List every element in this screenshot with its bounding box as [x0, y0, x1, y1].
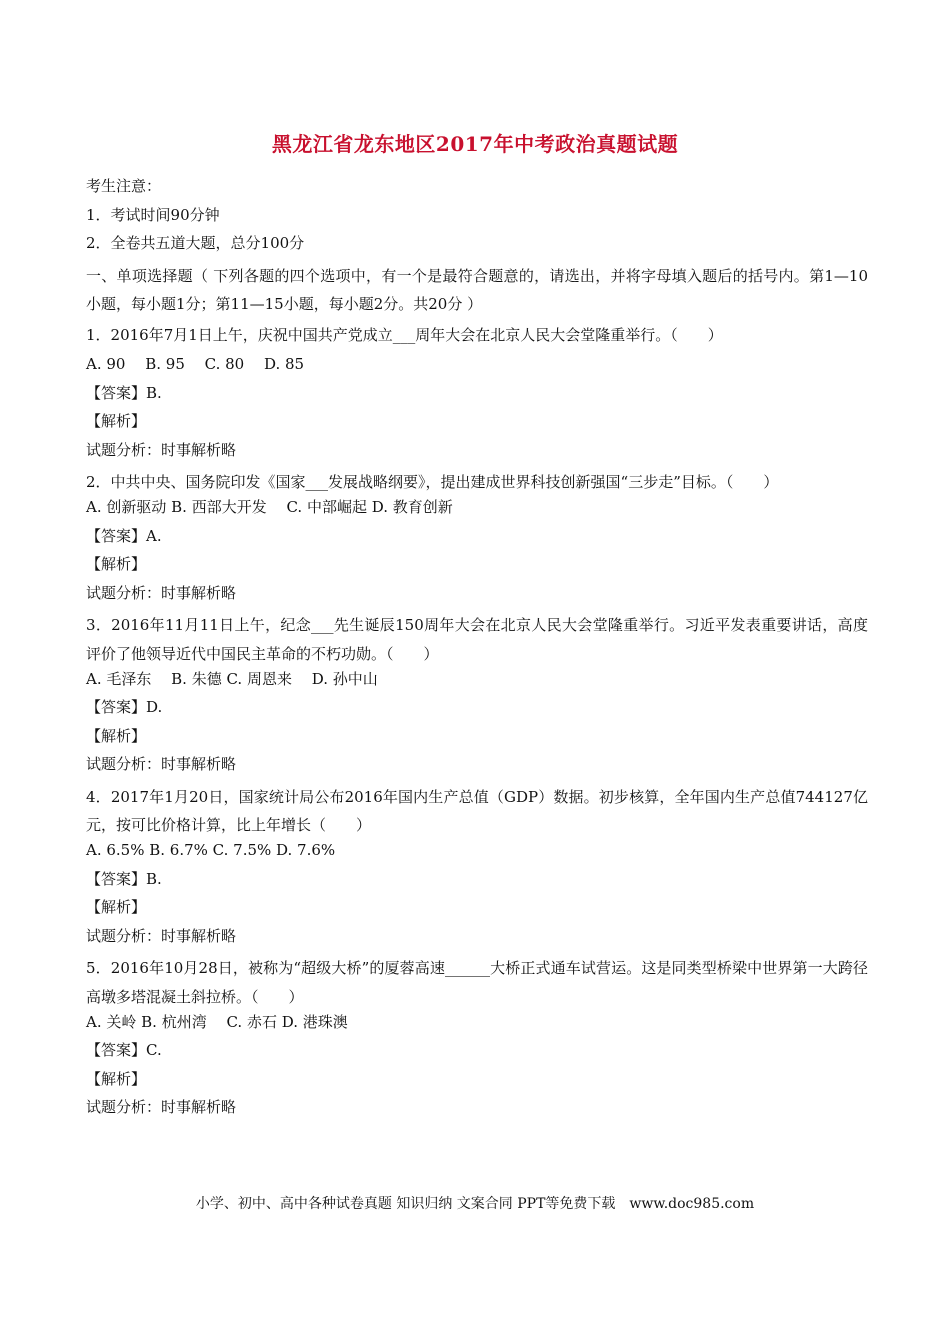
question-answer: 【答案】D. — [86, 698, 163, 717]
notice-heading: 考生注意： — [86, 177, 162, 195]
question-answer: 【答案】C. — [86, 1041, 162, 1060]
question-3 — [86, 611, 868, 775]
analysis-text: 试题分析：时事解析略 — [86, 755, 237, 774]
question-stem: 4．2017年1月20日，国家统计局公布2016年国内生产总值（GDP）数据。初步核算，全年国内生产总值744127亿元，按可比价格计算，比上年增长（ ） — [86, 787, 868, 835]
analysis-text: 试题分析：时事解析略 — [86, 1098, 237, 1117]
question-1 — [86, 325, 868, 460]
analysis-label: 【解析】 — [86, 555, 147, 574]
analysis-text: 试题分析：时事解析略 — [86, 583, 237, 602]
question-options: A. 6.5% B. 6.7% C. 7.5% D. 7.6% — [86, 841, 336, 860]
page-title: 黑龙江省龙东地区2017年中考政治真题试题 — [271, 132, 679, 156]
question-options: A. 关岭 B. 杭州湾 C. 赤石 D. 港珠澳 — [86, 1012, 348, 1031]
question-2 — [86, 468, 868, 603]
question-stem: 1．2016年7月1日上午，庆祝中国共产党成立___周年大会在北京人民大会堂隆重举行。（ ） — [86, 326, 723, 345]
question-stem: 3．2016年11月11日上午，纪念___先生诞辰150周年大会在北京人民大会堂隆重举行。习近平发表重要讲话，高度评价了他领导近代中国民主革命的不朽功勋。（ ） — [86, 616, 868, 663]
question-4 — [86, 783, 868, 947]
analysis-label: 【解析】 — [86, 898, 147, 917]
question-5 — [86, 954, 868, 1118]
notice-item: 2．全卷共五道大题，总分100分 — [86, 234, 305, 253]
question-options: A. 创新驱动 B. 西部大开发 C. 中部崛起 D. 教育创新 — [86, 497, 453, 516]
analysis-text: 试题分析：时事解析略 — [86, 926, 237, 945]
analysis-label: 【解析】 — [86, 726, 147, 745]
question-options: A. 90 B. 95 C. 80 D. 85 — [86, 354, 305, 373]
question-stem: 2．中共中央、国务院印发《国家___发展战略纲要》，提出建成世界科技创新强国“三步走”目标。（ ） — [86, 473, 779, 492]
section-intro: 一、单项选择题（ 下列各题的四个选项中，有一个是最符合题意的，请选出，并将字母填入题后的括号内。第1—10小题，每小题1分；第11—15小题，每小题2分。共20分 ） — [86, 266, 868, 313]
analysis-label: 【解析】 — [86, 1069, 147, 1088]
question-options: A. 毛泽东 B. 朱德 C. 周恩来 D. 孙中山 — [86, 669, 378, 688]
analysis-label: 【解析】 — [86, 412, 147, 431]
question-answer: 【答案】B. — [86, 869, 162, 888]
question-stem: 5．2016年10月28日，被称为“超级大桥”的厦蓉高速______大桥正式通车试营运。这是同类型桥梁中世界第一大跨径高墩多塔混凝土斜拉桥。（ ） — [86, 959, 868, 1007]
notice-item: 1．考试时间90分钟 — [86, 205, 220, 224]
document-body — [86, 176, 868, 1126]
analysis-text: 试题分析：时事解析略 — [86, 440, 237, 459]
question-answer: 【答案】B. — [86, 383, 162, 402]
question-answer: 【答案】A. — [86, 526, 162, 545]
page-footer: 小学、初中、高中各种试卷真题 知识归纳 文案合同 PPT等免费下载 www.doc985.com — [195, 1196, 755, 1212]
